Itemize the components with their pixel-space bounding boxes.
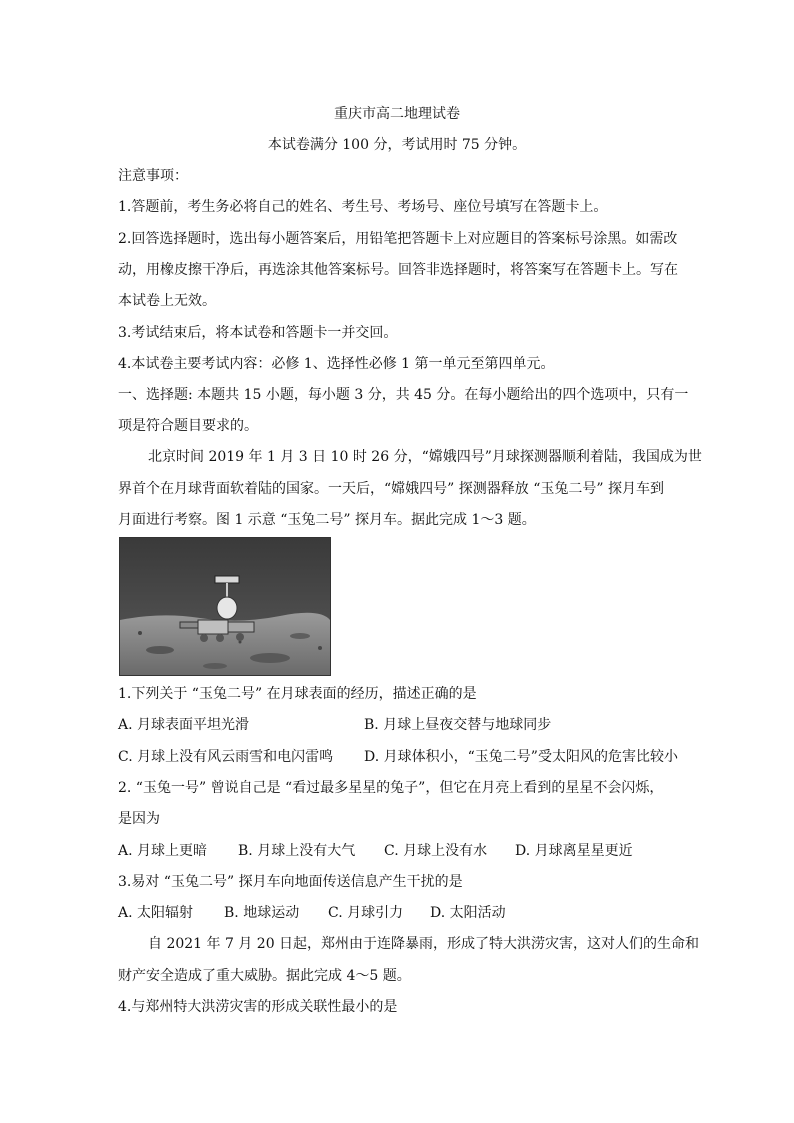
question-3-option-c: C. 月球引力	[328, 905, 404, 921]
question-1-option-d: D. 月球体积小，“玉兔二号”受太阳风的危害比较小	[364, 749, 678, 765]
page-subtitle: 本试卷满分 100 分，考试用时 75 分钟。	[267, 137, 527, 153]
question-1-option-a: A. 月球表面平坦光滑	[118, 717, 250, 733]
note-item-1: 1.答题前，考生务必将自己的姓名、考生号、考场号、座位号填写在答题卡上。	[118, 199, 608, 215]
note-item-2-line-1: 2.回答选择题时，选出每小题答案后，用铅笔把答题卡上对应题目的答案标号涂黑。如需改	[118, 231, 678, 247]
question-2-stem-line-2: 是因为	[118, 811, 160, 827]
note-item-3: 3.考试结束后，将本试卷和答题卡一并交回。	[118, 325, 398, 341]
question-2-option-a: A. 月球上更暗	[118, 843, 208, 859]
note-item-4: 4.本试卷主要考试内容：必修 1、选择性必修 1 第一单元至第四单元。	[118, 356, 555, 372]
passage-1-line-1: 北京时间 2019 年 1 月 3 日 10 时 26 分，“嫦娥四号”月球探测器顺利着陆，我国成为世	[148, 449, 702, 465]
passage-1-line-3: 月面进行考察。图 1 示意 “玉兔二号” 探月车。据此完成 1～3 题。	[118, 512, 536, 528]
question-1-stem: 1.下列关于 “玉兔二号” 在月球表面的经历，描述正确的是	[118, 686, 477, 702]
note-item-2-line-3: 本试卷上无效。	[118, 293, 216, 309]
lunar-rover-photo	[119, 537, 331, 676]
passage-2-line-1: 自 2021 年 7 月 20 日起，郑州由于连降暴雨，形成了特大洪涝灾害，这对人们的生命和	[148, 936, 700, 952]
question-2-option-b: B. 月球上没有大气	[238, 843, 356, 859]
question-2-stem-line-1: 2. “玉兔一号” 曾说自己是 “看过最多星星的兔子”，但它在月亮上看到的星星不会闪烁，	[118, 780, 664, 796]
question-4-stem: 4.与郑州特大洪涝灾害的形成关联性最小的是	[118, 999, 398, 1015]
section-1-heading-line-1: 一、选择题: 本题共 15 小题，每小题 3 分，共 45 分。在每小题给出的四个选项中，只有一	[118, 387, 689, 403]
question-3-option-b: B. 地球运动	[224, 905, 300, 921]
question-3-stem: 3.易对 “玉兔二号” 探月车向地面传送信息产生干扰的是	[118, 874, 463, 890]
question-1-option-b: B. 月球上昼夜交替与地球同步	[364, 717, 552, 733]
question-3-option-d: D. 太阳活动	[430, 905, 506, 921]
note-item-2-line-2: 动，用橡皮擦干净后，再选涂其他答案标号。回答非选择题时，将答案写在答题卡上。写在	[118, 262, 678, 278]
notes-heading: 注意事项：	[118, 168, 188, 184]
question-2-option-d: D. 月球离星星更近	[515, 843, 633, 859]
passage-2-line-2: 财产安全造成了重大威胁。据此完成 4～5 题。	[118, 968, 411, 984]
section-1-heading-line-2: 项是符合题目要求的。	[118, 418, 258, 434]
question-1-option-c: C. 月球上没有风云雨雪和电闪雷鸣	[118, 749, 334, 765]
passage-1-line-2: 界首个在月球背面软着陆的国家。一天后，“嫦娥四号” 探测器释放 “玉兔二号” 探月车到	[118, 481, 664, 497]
question-2-option-c: C. 月球上没有水	[384, 843, 488, 859]
page-title: 重庆市高二地理试卷	[334, 106, 460, 122]
question-3-option-a: A. 太阳辐射	[118, 905, 194, 921]
